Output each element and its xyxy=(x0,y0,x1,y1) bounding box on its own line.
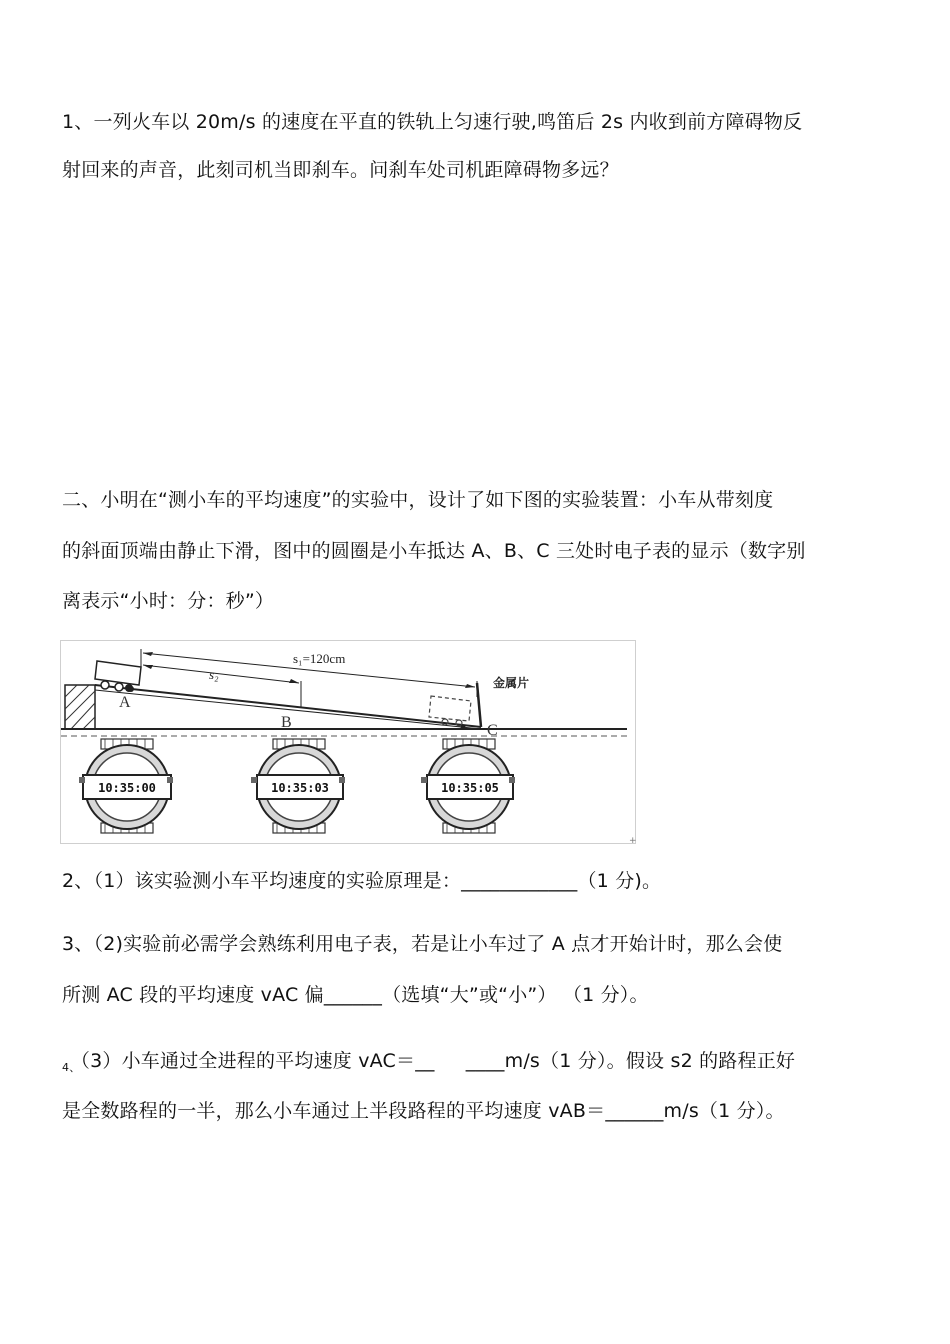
sub3-line-1-text: （3）小车通过全进程的平均速度 vAC＝__ ____m/s（1 分）。假设 s2 的路程正好 xyxy=(80,1050,796,1072)
s1-label: s₁=120cm xyxy=(293,651,346,666)
sub3-line-1 xyxy=(62,1049,795,1080)
q1-line-1: 1、一列火车以 20m/s 的速度在平直的铁轨上匀速行驶,鸣笛后 2s 内收到前方障碍物反 xyxy=(62,111,803,133)
clock-c-time: 10:35:05 xyxy=(441,781,499,795)
sub2-line-2: 所测 AC 段的平均速度 vAC 偏______（选填“大”或“小”） （1 分）。 xyxy=(62,984,649,1006)
car-top xyxy=(95,661,141,692)
stopwatch-a xyxy=(79,739,173,833)
q2-line-2: 的斜面顶端由静止下滑，图中的圆圈是小车抵达 A、B、C 三处时电子表的显示（数字别 xyxy=(62,540,806,562)
stopwatch-b xyxy=(251,739,345,833)
stopwatch-c xyxy=(421,739,515,833)
point-c-label: C xyxy=(487,722,498,739)
sub2-line-1: 3、（2)实验前必需学会熟练利用电子表，若是让小车过了 A 点才开始计时，那么会使 xyxy=(62,933,783,955)
clock-b-time: 10:35:03 xyxy=(271,781,329,795)
point-b-label: B xyxy=(281,714,292,731)
point-a-label: A xyxy=(119,694,131,711)
incline-diagram xyxy=(61,641,637,845)
s2-arrow xyxy=(143,665,299,683)
experiment-figure xyxy=(60,640,636,844)
clock-a-time: 10:35:00 xyxy=(98,781,156,795)
q1-line-2: 射回来的声音，此刻司机当即刹车。问刹车处司机距障碍物多远？ xyxy=(62,159,619,181)
support-block xyxy=(65,685,95,729)
sub1-line: 2、（1）该实验测小车平均速度的实验原理是：____________（1 分)。 xyxy=(62,870,662,892)
q2-line-3: 离表示“小时：分：秒”） xyxy=(62,590,275,612)
metal-plate-label: 金属片 xyxy=(493,676,530,690)
metal-plate xyxy=(477,683,481,727)
sub3-line-2: 是全数路程的一半，那么小车通过上半段路程的平均速度 vAB＝______m/s（1 分）。 xyxy=(62,1100,785,1122)
sub3-prefix: 4、 xyxy=(62,1061,81,1074)
s2-label: s₂ xyxy=(209,667,219,682)
plus-mark: + xyxy=(629,836,637,845)
q2-line-1: 二、小明在“测小车的平均速度”的实验中，设计了如下图的实验装置：小车从带刻度 xyxy=(62,489,774,511)
